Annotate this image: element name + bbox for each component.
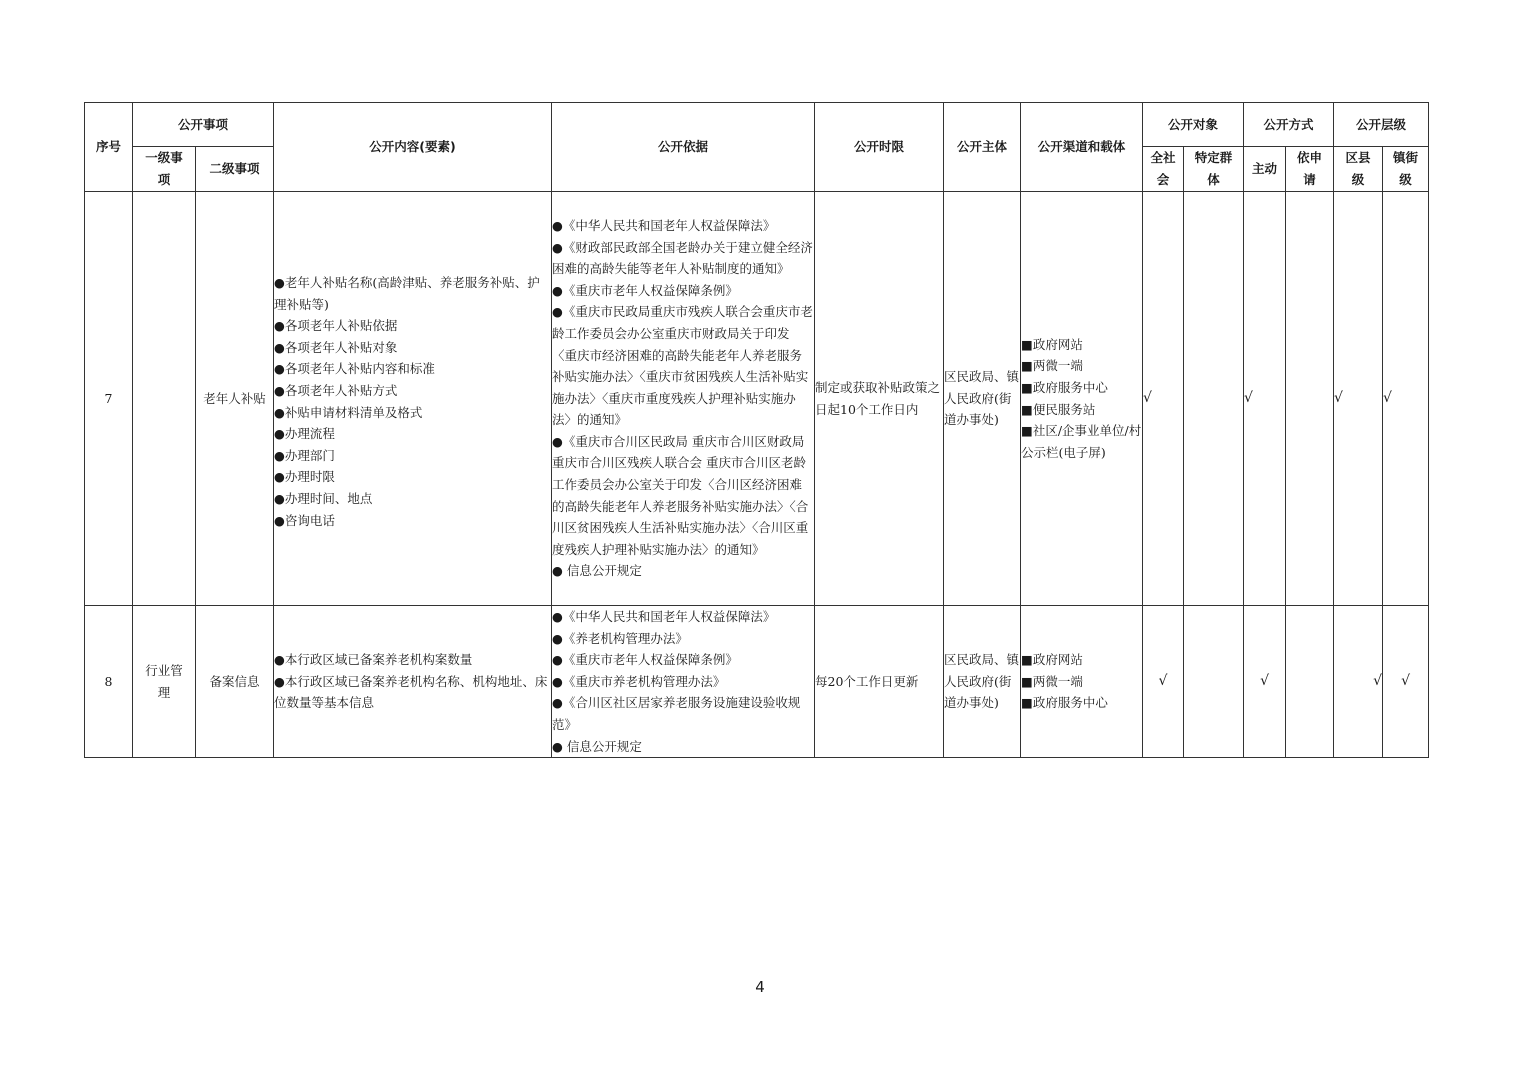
check-level-town: √ bbox=[1383, 192, 1429, 606]
content-item: ●老年人补贴名称(高龄津贴、养老服务补贴、护理补贴等) bbox=[274, 275, 540, 312]
check-target-all: √ bbox=[1143, 606, 1184, 758]
header-basis: 公开依据 bbox=[552, 103, 815, 192]
header-target: 公开对象 bbox=[1143, 103, 1244, 147]
row-subject: 区民政局、镇人民政府(街道办事处) bbox=[944, 606, 1021, 758]
basis-item: ●《中华人民共和国老年人权益保障法》 bbox=[552, 217, 776, 233]
content-item: ●本行政区域已备案养老机构名称、机构地址、床位数量等基本信息 bbox=[274, 673, 548, 711]
check-level-district: √ bbox=[1334, 606, 1383, 758]
header-level-district: 区县级 bbox=[1334, 147, 1383, 192]
channel-item: ■社区/企事业单位/村公示栏(电子屏) bbox=[1021, 423, 1142, 460]
header-method-apply: 依申请 bbox=[1286, 147, 1334, 192]
content-item: ●补贴申请材料清单及格式 bbox=[274, 404, 423, 420]
row-channel bbox=[1021, 606, 1143, 758]
header-seq: 序号 bbox=[85, 103, 133, 192]
check-level-town: √ bbox=[1383, 606, 1429, 758]
basis-item: ●《重庆市养老机构管理办法》 bbox=[552, 673, 726, 689]
channel-item: ■政府服务中心 bbox=[1021, 379, 1108, 395]
header-target-specific: 特定群体 bbox=[1184, 147, 1244, 192]
basis-item: ●《中华人民共和国老年人权益保障法》 bbox=[552, 609, 776, 624]
basis-item: ●《财政部民政部全国老龄办关于建立健全经济困难的高龄失能等老年人补贴制度的通知》 bbox=[552, 239, 813, 277]
basis-item: ● 信息公开规定 bbox=[552, 563, 642, 579]
row-channel bbox=[1021, 192, 1143, 606]
content-item: ●本行政区域已备案养老机构案数量 bbox=[274, 652, 473, 668]
header-method-active: 主动 bbox=[1244, 147, 1286, 192]
channel-item: ■两微一端 bbox=[1021, 358, 1083, 374]
content-item: ●办理流程 bbox=[274, 426, 335, 442]
basis-item: ●《重庆市民政局重庆市残疾人联合会重庆市老龄工作委员会办公室重庆市财政局关于印发〈重庆市经济困难的高龄失能老年人养老服务补贴实施办法〉〈重庆市贫困残疾人生活补贴实施办法〉〈重庆市重度残疾人护理补贴实施办法〉的通知》 bbox=[552, 304, 813, 428]
row-basis bbox=[552, 192, 815, 606]
header-level-town: 镇街级 bbox=[1383, 147, 1429, 192]
header-level2: 二级事项 bbox=[196, 147, 274, 192]
check-target-all: √ bbox=[1143, 192, 1184, 606]
channel-item: ■政府网站 bbox=[1021, 652, 1083, 668]
channel-item: ■政府服务中心 bbox=[1021, 695, 1108, 711]
row-subject: 区民政局、镇人民政府(街道办事处) bbox=[944, 192, 1021, 606]
check-method-active: √ bbox=[1244, 192, 1286, 606]
content-item: ●各项老年人补贴方式 bbox=[274, 382, 398, 398]
channel-item: ■便民服务站 bbox=[1021, 401, 1096, 417]
channel-item: ■政府网站 bbox=[1021, 336, 1083, 352]
header-subject: 公开主体 bbox=[944, 103, 1021, 192]
row-level2: 备案信息 bbox=[196, 606, 274, 758]
table-row bbox=[85, 192, 1429, 606]
channel-item: ■两微一端 bbox=[1021, 673, 1083, 689]
table-row bbox=[85, 606, 1429, 758]
row-basis bbox=[552, 606, 815, 758]
check-method-apply bbox=[1286, 606, 1334, 758]
page-number: 4 bbox=[755, 978, 765, 996]
header-row-1 bbox=[85, 103, 1429, 147]
content-item: ●咨询电话 bbox=[274, 512, 335, 528]
content-item: ●各项老年人补贴内容和标准 bbox=[274, 361, 435, 377]
row-time-limit: 每20个工作日更新 bbox=[815, 606, 944, 758]
basis-item: ● 信息公开规定 bbox=[552, 738, 642, 754]
check-target-specific bbox=[1184, 606, 1244, 758]
row-level1 bbox=[133, 192, 196, 606]
header-channel: 公开渠道和载体 bbox=[1021, 103, 1143, 192]
row-content bbox=[274, 606, 552, 758]
check-target-specific bbox=[1184, 192, 1244, 606]
disclosure-table bbox=[84, 102, 1429, 758]
content-item: ●各项老年人补贴对象 bbox=[274, 339, 398, 355]
basis-item: ●《合川区社区居家养老服务设施建设验收规范》 bbox=[552, 695, 801, 732]
basis-item: ●《养老机构管理办法》 bbox=[552, 630, 688, 646]
header-item: 公开事项 bbox=[133, 103, 274, 147]
content-item: ●办理时限 bbox=[274, 469, 335, 485]
row-level1: 行业管理 bbox=[133, 606, 196, 758]
header-level1: 一级事项 bbox=[133, 147, 196, 192]
header-target-all: 全社会 bbox=[1143, 147, 1184, 192]
row-time-limit: 制定或获取补贴政策之日起10个工作日内 bbox=[815, 192, 944, 606]
header-method: 公开方式 bbox=[1244, 103, 1334, 147]
basis-item: ●《重庆市合川区民政局 重庆市合川区财政局 重庆市合川区残疾人联合会 重庆市合川区老龄工作委员会办公室关于印发〈合川区经济困难的高龄失能老年人养老服务补贴实施办法〉〈合川区贫困残疾人生活补贴实施办法〉〈合川区重度残疾人护理补贴实施办法〉的通知》 bbox=[552, 433, 809, 557]
check-method-active: √ bbox=[1244, 606, 1286, 758]
content-item: ●办理时间、地点 bbox=[274, 490, 373, 506]
header-level: 公开层级 bbox=[1334, 103, 1429, 147]
row-seq: 8 bbox=[85, 606, 133, 758]
header-time-limit: 公开时限 bbox=[815, 103, 944, 192]
basis-item: ●《重庆市老年人权益保障条例》 bbox=[552, 652, 738, 668]
content-item: ●办理部门 bbox=[274, 447, 335, 463]
row-content bbox=[274, 192, 552, 606]
content-item: ●各项老年人补贴依据 bbox=[274, 318, 398, 334]
basis-item: ●《重庆市老年人权益保障条例》 bbox=[552, 282, 738, 298]
check-level-district: √ bbox=[1334, 192, 1383, 606]
row-seq: 7 bbox=[85, 192, 133, 606]
row-level2: 老年人补贴 bbox=[196, 192, 274, 606]
check-method-apply bbox=[1286, 192, 1334, 606]
header-content: 公开内容(要素) bbox=[274, 103, 552, 192]
